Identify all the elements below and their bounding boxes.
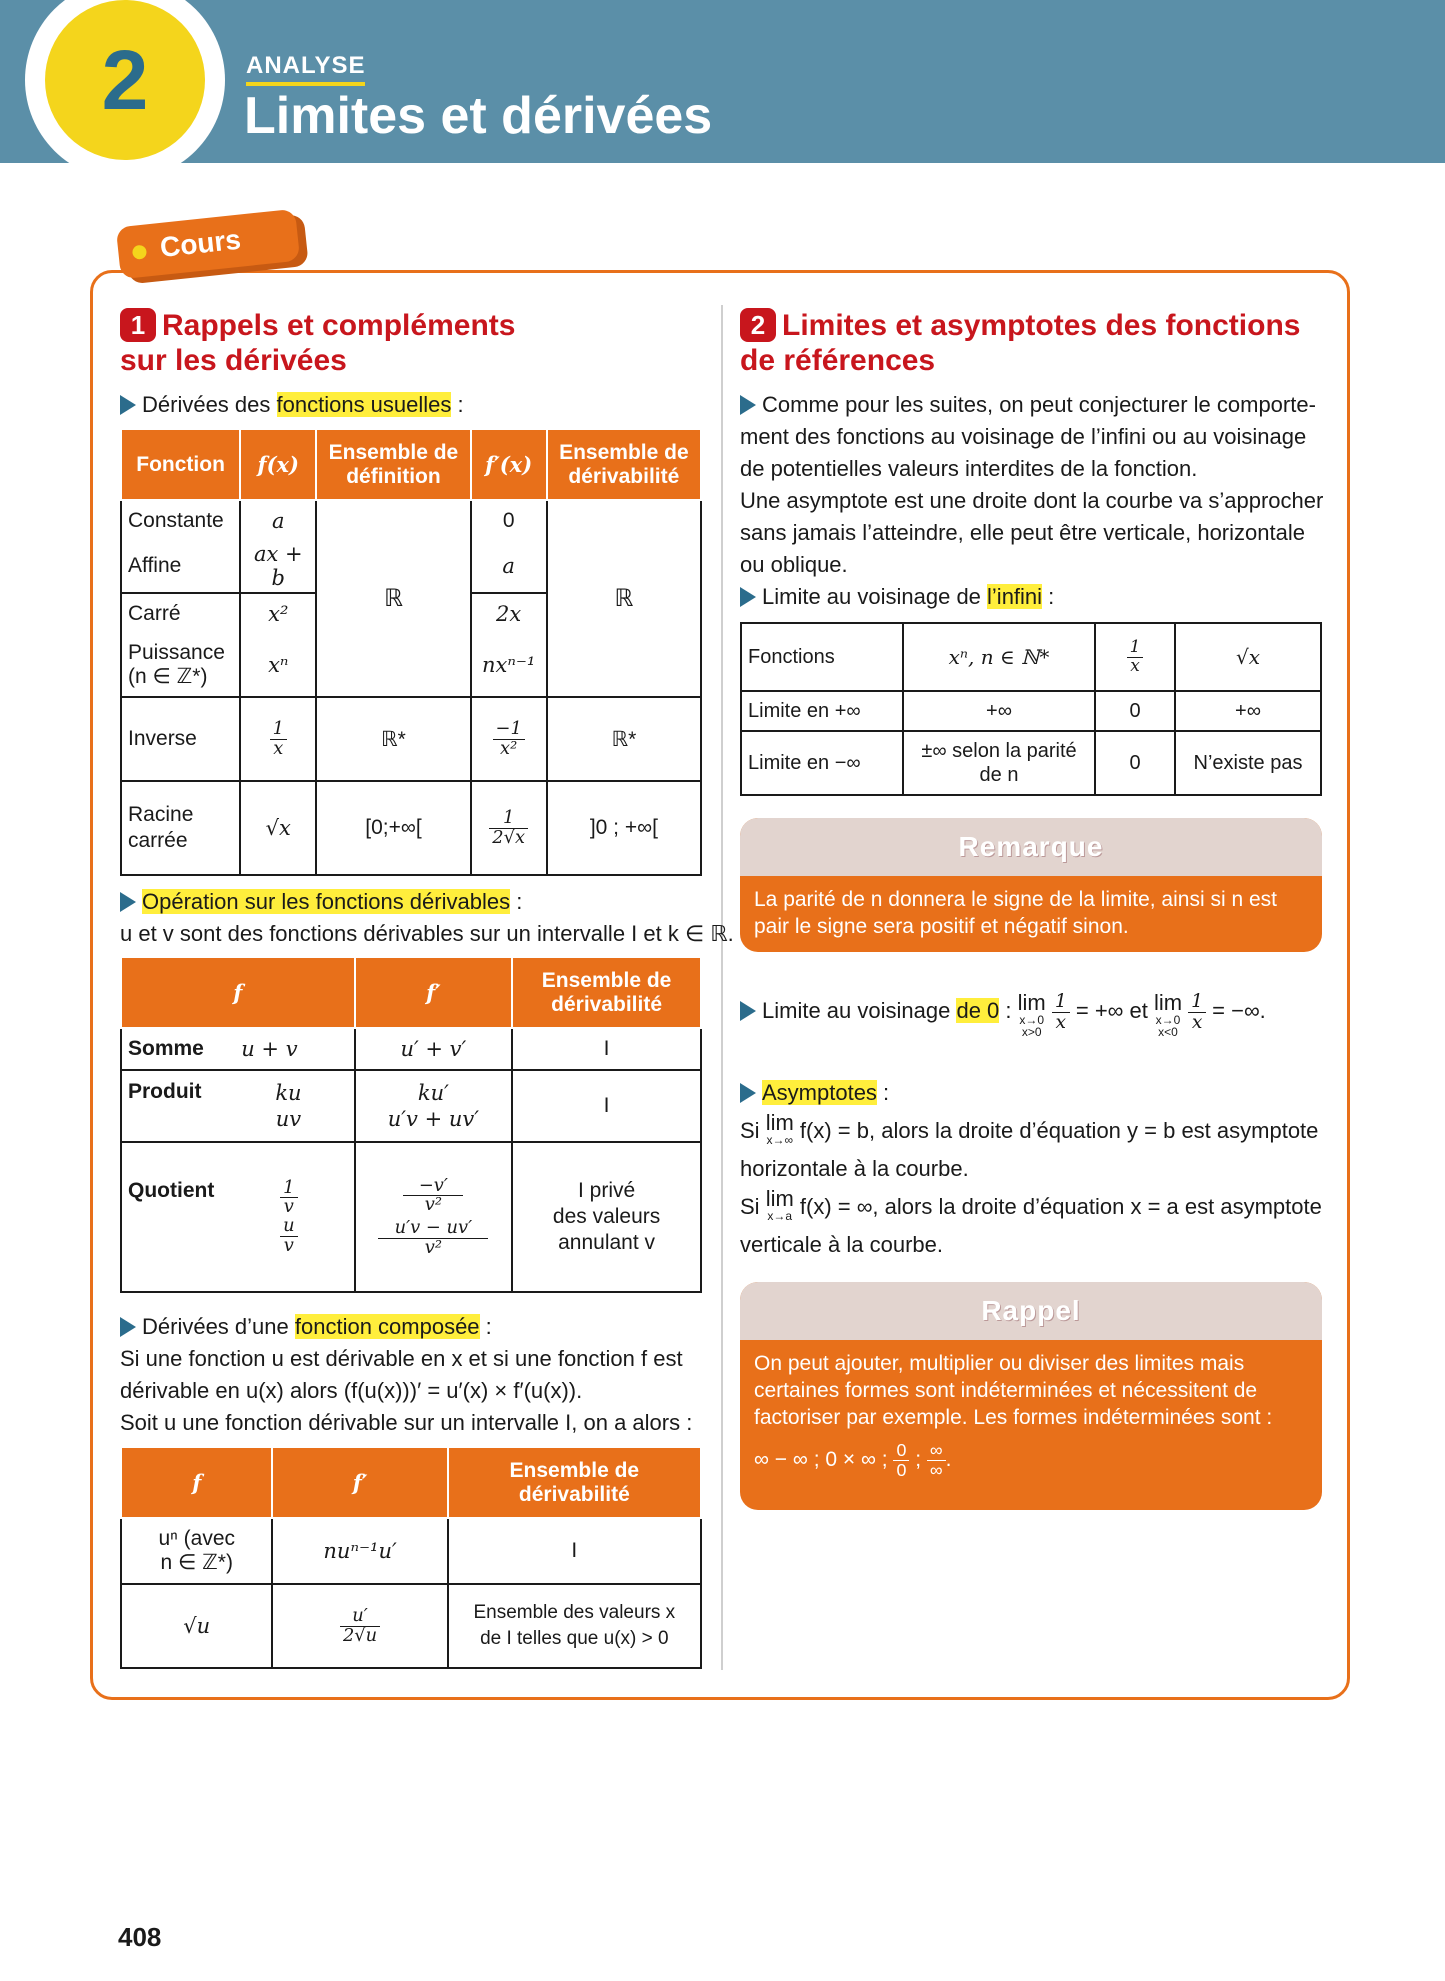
table-cell: Fonctions (741, 623, 903, 691)
cell-line: Racine (128, 803, 194, 826)
table-cell: 0 (1095, 731, 1175, 795)
table-row (741, 731, 1321, 795)
page-number: 408 (118, 1922, 162, 1952)
fraction (378, 1219, 488, 1257)
numerator: u′ (340, 1607, 380, 1627)
text-span: Dérivées des (142, 392, 277, 417)
text-span: Si (740, 1118, 766, 1143)
table-cell: √x (1175, 623, 1321, 691)
table-cell: [0;+∞[ (316, 781, 470, 875)
fraction (270, 717, 287, 759)
cell-line: I privé (577, 1179, 636, 1202)
lim-subscript: x→0 (1019, 1013, 1045, 1027)
text-span: Limite au voisinage (762, 997, 957, 1023)
denominator: x (1191, 1011, 1203, 1033)
text-line: Soit u une fonction dérivable sur un intervalle I, on a alors : (120, 1410, 693, 1435)
arrow-right-icon (740, 1083, 756, 1103)
table-cell: a (471, 540, 547, 593)
numerator: −1 (493, 720, 525, 740)
lim-subscript: x<0 (1158, 1025, 1178, 1039)
highlight-text: l’infini (987, 584, 1043, 609)
table-cell: Constante (121, 500, 240, 540)
table-row (121, 1070, 701, 1142)
fraction (280, 1217, 298, 1255)
text-line: dérivable en u(x) alors (f(u(x)))′ = u′(x) × f′(u(x)). (120, 1378, 583, 1403)
text-line: On peut ajouter, multiplier ou diviser des limites mais (754, 1352, 1245, 1375)
chapter-title: Limites et dérivées (244, 87, 713, 145)
table-cell: xⁿ, n ∈ ℕ* (903, 623, 1095, 691)
text-line: La parité de n donnera le signe de la limite, ainsi si n est (754, 888, 1277, 911)
table-row (121, 1518, 701, 1584)
table-header: f (121, 1448, 272, 1518)
table-cell: √u (121, 1584, 272, 1668)
table-row (121, 697, 701, 781)
numerator: u′v − uv′ (378, 1219, 488, 1239)
table-cell: 0 (471, 500, 547, 540)
table-cell (121, 1518, 272, 1584)
table-cell (355, 1070, 513, 1142)
table-cell: +∞ (1175, 691, 1321, 731)
table-row (121, 781, 701, 875)
table-cell: x² (240, 593, 316, 633)
section-number-badge: 2 (740, 308, 776, 342)
lim-text: lim (1153, 990, 1183, 1015)
text-span: = +∞ et (1069, 997, 1154, 1023)
table-cell: u′ + v′ (355, 1028, 513, 1070)
table-cell: 2x (471, 593, 547, 633)
table-row (121, 500, 701, 540)
lim-subscript: x→a (767, 1209, 793, 1223)
composite-table (120, 1448, 702, 1669)
table-cell (121, 1142, 355, 1292)
numerator: −v′ (403, 1177, 463, 1197)
text-span: : (451, 392, 464, 417)
text-line: Comme pour les suites, on peut conjecturer le comporte- (762, 392, 1316, 417)
denominator: ∞ (929, 1459, 943, 1480)
column-divider (721, 305, 723, 1670)
cell-math: u′v + uv′ (387, 1107, 479, 1131)
denominator: v² (424, 1194, 442, 1216)
table-cell: ℝ* (547, 697, 701, 781)
text-span: : (510, 889, 523, 914)
table-row (121, 1142, 701, 1292)
arrow-right-icon (740, 1001, 756, 1021)
fraction (280, 1176, 298, 1218)
cell-line: de n (979, 764, 1019, 786)
highlight-text: de 0 (956, 997, 1000, 1023)
table-cell (121, 781, 240, 875)
lim-subscript: x→0 (1155, 1013, 1181, 1027)
text-line: ment des fonctions au voisinage de l’infini ou au voisinage (740, 424, 1307, 449)
text-span: = −∞. (1206, 997, 1266, 1023)
table-cell: nuⁿ⁻¹u′ (272, 1518, 447, 1584)
lim-text: lim (765, 1110, 794, 1135)
lim-subscript: x>0 (1021, 1025, 1042, 1039)
cell-math: uv (275, 1107, 302, 1131)
fraction (403, 1174, 463, 1216)
cell-line: n ∈ ℤ*) (160, 1551, 233, 1574)
table-cell: Limite en +∞ (741, 691, 903, 731)
row-label: Somme (128, 1037, 204, 1060)
operations-table (120, 958, 702, 1293)
text-line: Si une fonction u est dérivable en x et si une fonction f est (120, 1346, 683, 1371)
table-cell (272, 1584, 447, 1668)
cell-line: uⁿ (avec (158, 1527, 235, 1550)
table-cell: I (512, 1028, 701, 1070)
numerator: 1 (1127, 639, 1144, 658)
text-span: ∞ − ∞ ; 0 × ∞ ; (754, 1447, 894, 1471)
fraction (489, 806, 528, 848)
cell-math: u + v (241, 1037, 298, 1061)
fraction (1052, 992, 1070, 1032)
text-line: verticale à la courbe. (740, 1232, 943, 1257)
denominator: v (283, 1234, 294, 1256)
fraction (493, 717, 525, 759)
text-line: certaines formes sont indéterminées et nécessitent de (754, 1379, 1258, 1402)
cell-line: ±∞ selon la parité (921, 740, 1077, 762)
text-line: ou oblique. (740, 552, 848, 577)
fraction (893, 1441, 909, 1479)
arrow-right-icon (120, 892, 136, 912)
text-span: f(x) = b, alors la droite d’équation y = b est asymptote (793, 1118, 1319, 1143)
table-header: f (121, 958, 355, 1028)
table-cell: ℝ* (316, 697, 470, 781)
table-cell (471, 781, 547, 875)
table-row (741, 691, 1321, 731)
table-cell (471, 697, 547, 781)
cell-line: des valeurs (552, 1205, 661, 1228)
cours-tag (116, 209, 300, 280)
table-cell (121, 1070, 355, 1142)
denominator: 0 (896, 1459, 907, 1480)
table-cell: 0 (1095, 691, 1175, 731)
table-header: Ensemble de dérivabilité (512, 958, 701, 1028)
text-span: : (479, 1314, 492, 1339)
table-cell: Carré (121, 593, 240, 633)
text-line: de potentielles valeurs interdites de la fonction. (740, 456, 1198, 481)
arrow-right-icon (120, 395, 136, 415)
numerator: 1 (1188, 992, 1206, 1013)
table-cell (355, 1142, 513, 1292)
cell-line: Ensemble des valeurs x (473, 1602, 676, 1623)
intro-usual-derivatives (120, 389, 464, 421)
text-span: : (876, 1080, 890, 1105)
text-span: Dérivées d’une (142, 1314, 295, 1339)
table-cell: Limite en −∞ (741, 731, 903, 795)
asymptotes-block (740, 1074, 1322, 1264)
text-line: sans jamais l’atteindre, elle peut être verticale, horizontale (740, 520, 1305, 545)
chapter-category: ANALYSE (246, 52, 365, 86)
section-number-badge: 1 (120, 308, 156, 342)
table-header: Ensemble de dérivabilité (547, 430, 701, 500)
table-header: f′ (272, 1448, 447, 1518)
cell-line: (n ∈ ℤ*) (128, 664, 208, 688)
table-cell: xⁿ (240, 633, 316, 697)
remarque-box (740, 818, 1322, 952)
arrow-right-icon (120, 1317, 136, 1337)
table-row (741, 623, 1321, 691)
text-span: Si (740, 1194, 766, 1219)
lim-text: lim (1017, 990, 1046, 1015)
arrow-right-icon (740, 395, 756, 415)
section-2-title (740, 308, 1300, 378)
rappel-title: Rappel (740, 1282, 1322, 1340)
text-line: u et v sont des fonctions dérivables sur un intervalle I et k ∈ ℝ. (120, 921, 734, 946)
table-header: Ensemble de dérivabilité (448, 1448, 701, 1518)
limit-operator (1154, 992, 1182, 1038)
highlight-text: fonctions usuelles (276, 392, 452, 417)
denominator: x (273, 737, 284, 759)
table-header: f′(x) (471, 430, 547, 500)
table-cell (903, 731, 1095, 795)
numerator: ∞ (927, 1441, 946, 1461)
denominator: x² (500, 737, 518, 759)
cell-math: ku (275, 1081, 302, 1105)
numerator: 1 (270, 720, 287, 740)
table-cell: nxⁿ⁻¹ (471, 633, 547, 697)
cours-tag-label: Cours (158, 223, 243, 263)
text-span: Limite au voisinage de (762, 584, 988, 609)
rappel-body (740, 1340, 1322, 1493)
section-title-line: Limites et asymptotes des fonctions (782, 309, 1301, 342)
fraction (1188, 992, 1206, 1032)
remarque-body (740, 876, 1322, 952)
bullet-dot-icon (132, 245, 147, 260)
numerator: 1 (489, 809, 528, 829)
text-line: Une asymptote est une droite dont la courbe va s’approcher (740, 488, 1324, 513)
denominator: x (1130, 655, 1140, 676)
lim-subscript: x→∞ (766, 1133, 794, 1147)
indeterminate-forms (754, 1441, 952, 1479)
table-cell: ]0 ; +∞[ (547, 781, 701, 875)
table-cell: ℝ (547, 500, 701, 697)
cell-line: Puissance (128, 640, 225, 664)
text-line: pair le signe sera positif et négatif sinon. (754, 915, 1129, 938)
table-cell: ℝ (316, 500, 470, 697)
table-cell (448, 1584, 701, 1668)
intro-operations (120, 886, 734, 950)
numerator: 1 (1052, 992, 1070, 1013)
text-span: ; (909, 1447, 927, 1471)
numerator: 0 (893, 1441, 909, 1461)
table-cell: +∞ (903, 691, 1095, 731)
table-row (121, 1028, 701, 1070)
limit-operator (1018, 992, 1046, 1038)
highlight-text: fonction composée (294, 1314, 480, 1339)
numerator: 1 (280, 1179, 298, 1199)
section-title-line: de références (740, 344, 936, 377)
row-label: Produit (128, 1080, 202, 1103)
table-header: f′ (355, 958, 513, 1028)
table-cell: I (448, 1518, 701, 1584)
section-title-line: sur les dérivées (120, 344, 347, 377)
cell-line: de I telles que u(x) > 0 (480, 1628, 669, 1649)
fraction (340, 1604, 380, 1646)
fraction (927, 1441, 946, 1479)
table-cell: I (512, 1070, 701, 1142)
numerator: u (280, 1217, 298, 1237)
table-cell (240, 697, 316, 781)
table-cell (512, 1142, 701, 1292)
highlight-text: Asymptotes (762, 1080, 877, 1105)
table-cell: a (240, 500, 316, 540)
lim-text: lim (765, 1186, 794, 1211)
chapter-number-badge: 2 (45, 0, 205, 160)
limit-near-zero (740, 992, 1266, 1038)
text-span: . (945, 1447, 952, 1471)
text-span: : (999, 997, 1018, 1023)
denominator: 2√u (342, 1624, 378, 1646)
text-span: : (1042, 584, 1055, 609)
cell-math: ku′ (417, 1081, 449, 1105)
table-header: Fonction (121, 430, 240, 500)
denominator: x (1055, 1011, 1067, 1033)
cell-line: carrée (128, 829, 188, 852)
arrow-right-icon (740, 587, 756, 607)
denominator: v (283, 1196, 294, 1218)
text-line: factoriser par exemple. Les formes indéterminées sont : (754, 1406, 1273, 1429)
table-cell (121, 633, 240, 697)
section-title-line: Rappels et compléments (162, 309, 516, 342)
cell-line: annulant v (558, 1231, 656, 1254)
table-cell: Inverse (121, 697, 240, 781)
limit-operator (766, 1188, 794, 1222)
denominator: 2√x (492, 826, 526, 848)
usual-derivatives-table (120, 430, 702, 876)
table-header: f(x) (240, 430, 316, 500)
table-cell: √x (240, 781, 316, 875)
remarque-title: Remarque (740, 818, 1322, 876)
table-row (121, 1584, 701, 1668)
limits-infinity-table (740, 622, 1322, 796)
row-label: Quotient (128, 1178, 215, 1202)
section-1-title (120, 308, 515, 378)
text-line: horizontale à la courbe. (740, 1156, 969, 1181)
table-cell (1095, 623, 1175, 691)
table-cell: N’existe pas (1175, 731, 1321, 795)
text-span: f(x) = ∞, alors la droite d’équation x = a est asymptote (793, 1194, 1322, 1219)
intro-composite (120, 1311, 692, 1439)
table-cell: Affine (121, 540, 240, 593)
table-header: Ensemble de définition (316, 430, 470, 500)
limits-intro-paragraph (740, 389, 1323, 613)
limit-operator (766, 1112, 794, 1146)
fraction (1127, 636, 1144, 676)
table-cell: ax + b (240, 540, 316, 593)
rappel-box (740, 1282, 1322, 1510)
denominator: v² (424, 1236, 442, 1258)
highlight-text: Opération sur les fonctions dérivables (142, 889, 511, 914)
table-cell (121, 1028, 355, 1070)
